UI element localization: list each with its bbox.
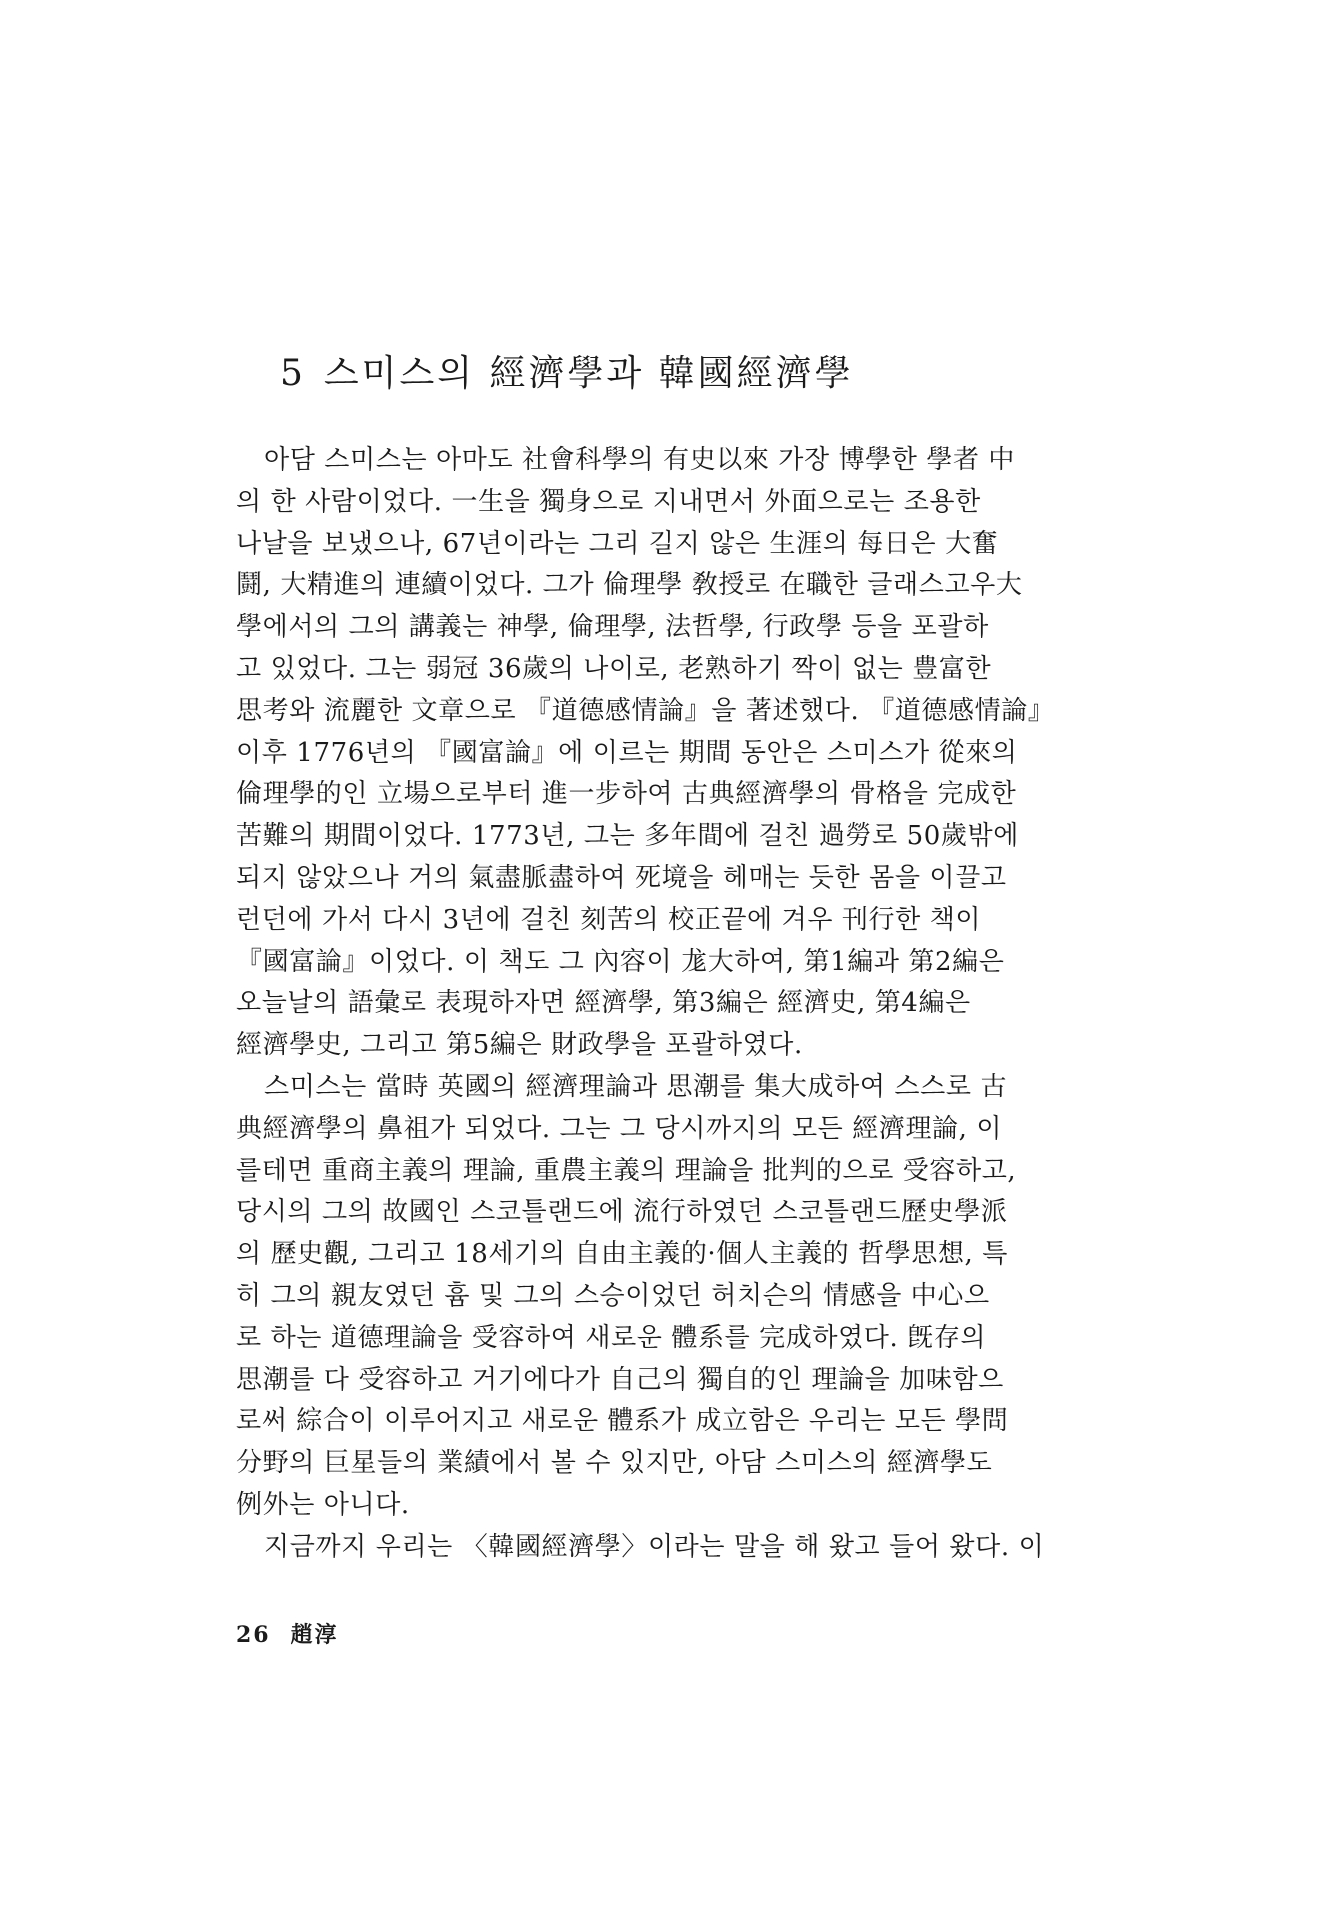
page-footer	[236, 1618, 339, 1649]
body-text	[236, 440, 1146, 1569]
text-line: 히 그의 親友였던 흄 및 그의 스승이었던 허치슨의 情感을 中心으	[236, 1280, 990, 1311]
text-line: 『國富論』이었다. 이 책도 그 內容이 尨大하여, 第1編과 第2編은	[236, 946, 1005, 977]
text-line: 나날을 보냈으나, 67년이라는 그리 길지 않은 生涯의 每日은 大奮	[236, 528, 999, 559]
text-line: 經濟學史, 그리고 第5編은 財政學을 포괄하였다.	[236, 1030, 803, 1061]
text-line: 당시의 그의 故國인 스코틀랜드에 流行하였던 스코틀랜드歷史學派	[236, 1197, 1008, 1228]
text-line: 런던에 가서 다시 3년에 걸친 刻苦의 校正끝에 겨우 刊行한 책이	[236, 904, 982, 935]
text-line: 鬪, 大精進의 連續이었다. 그가 倫理學 敎授로 在職한 글래스고우大	[236, 570, 1023, 601]
page-number: 26	[236, 1622, 271, 1648]
text-line: 이후 1776년의 『國富論』에 이르는 期間 동안은 스미스가 從來의	[236, 737, 1018, 768]
text-line: 되지 않았으나 거의 氣盡脈盡하여 死境을 헤매는 듯한 몸을 이끌고	[236, 862, 1007, 893]
text-line: 오늘날의 語彙로 表現하자면 經濟學, 第3編은 經濟史, 第4編은	[236, 988, 971, 1019]
text-line: 典經濟學의 鼻祖가 되었다. 그는 그 당시까지의 모든 經濟理論, 이	[236, 1113, 1003, 1144]
text-line: 의 歷史觀, 그리고 18세기의 自由主義的·個人主義的 哲學思想, 특	[236, 1239, 1008, 1270]
text-line: 例外는 아니다.	[236, 1489, 410, 1520]
chapter-number: 5	[280, 353, 306, 394]
text-line: 로써 綜合이 이루어지고 새로운 體系가 成立함은 우리는 모든 學問	[236, 1406, 1009, 1437]
text-line: 고 있었다. 그는 弱冠 36歲의 나이로, 老熟하기 짝이 없는 豊富한	[236, 653, 992, 684]
text-line: 苦難의 期間이었다. 1773년, 그는 多年間에 걸친 過勞로 50歲밖에	[236, 821, 1019, 852]
chapter-title-text: 스미스의 經濟學과 韓國經濟學	[323, 353, 854, 394]
text-line: 로 하는 道德理論을 受容하여 새로운 體系를 完成하였다. 旣存의	[236, 1322, 987, 1353]
running-author: 趙淳	[290, 1622, 339, 1648]
text-line: 分野의 巨星들의 業績에서 볼 수 있지만, 아담 스미스의 經濟學도	[236, 1448, 993, 1479]
text-line: 思潮를 다 受容하고 거기에다가 自己의 獨自的인 理論을 加味함으	[236, 1364, 1004, 1395]
text-line: 아담 스미스는 아마도 社會科學의 有史以來 가장 博學한 學者 中	[264, 445, 1016, 475]
text-line: 지금까지 우리는 〈韓國經濟學〉이라는 말을 해 왔고 들어 왔다. 이	[264, 1531, 1045, 1562]
text-line: 의 한 사람이었다. 一生을 獨身으로 지내면서 外面으로는 조용한	[236, 486, 981, 517]
chapter-title	[280, 345, 854, 396]
text-line: 倫理學的인 立場으로부터 進一步하여 古典經濟學의 骨格을 完成한	[236, 779, 1017, 810]
text-line: 를테면 重商主義의 理論, 重農主義의 理論을 批判的으로 受容하고,	[236, 1155, 1017, 1186]
text-line: 思考와 流麗한 文章으로 『道德感情論』을 著述했다. 『道德感情論』	[236, 695, 1055, 726]
text-line: 學에서의 그의 講義는 神學, 倫理學, 法哲學, 行政學 등을 포괄하	[236, 612, 989, 643]
text-line: 스미스는 當時 英國의 經濟理論과 思潮를 集大成하여 스스로 古	[264, 1071, 1008, 1102]
